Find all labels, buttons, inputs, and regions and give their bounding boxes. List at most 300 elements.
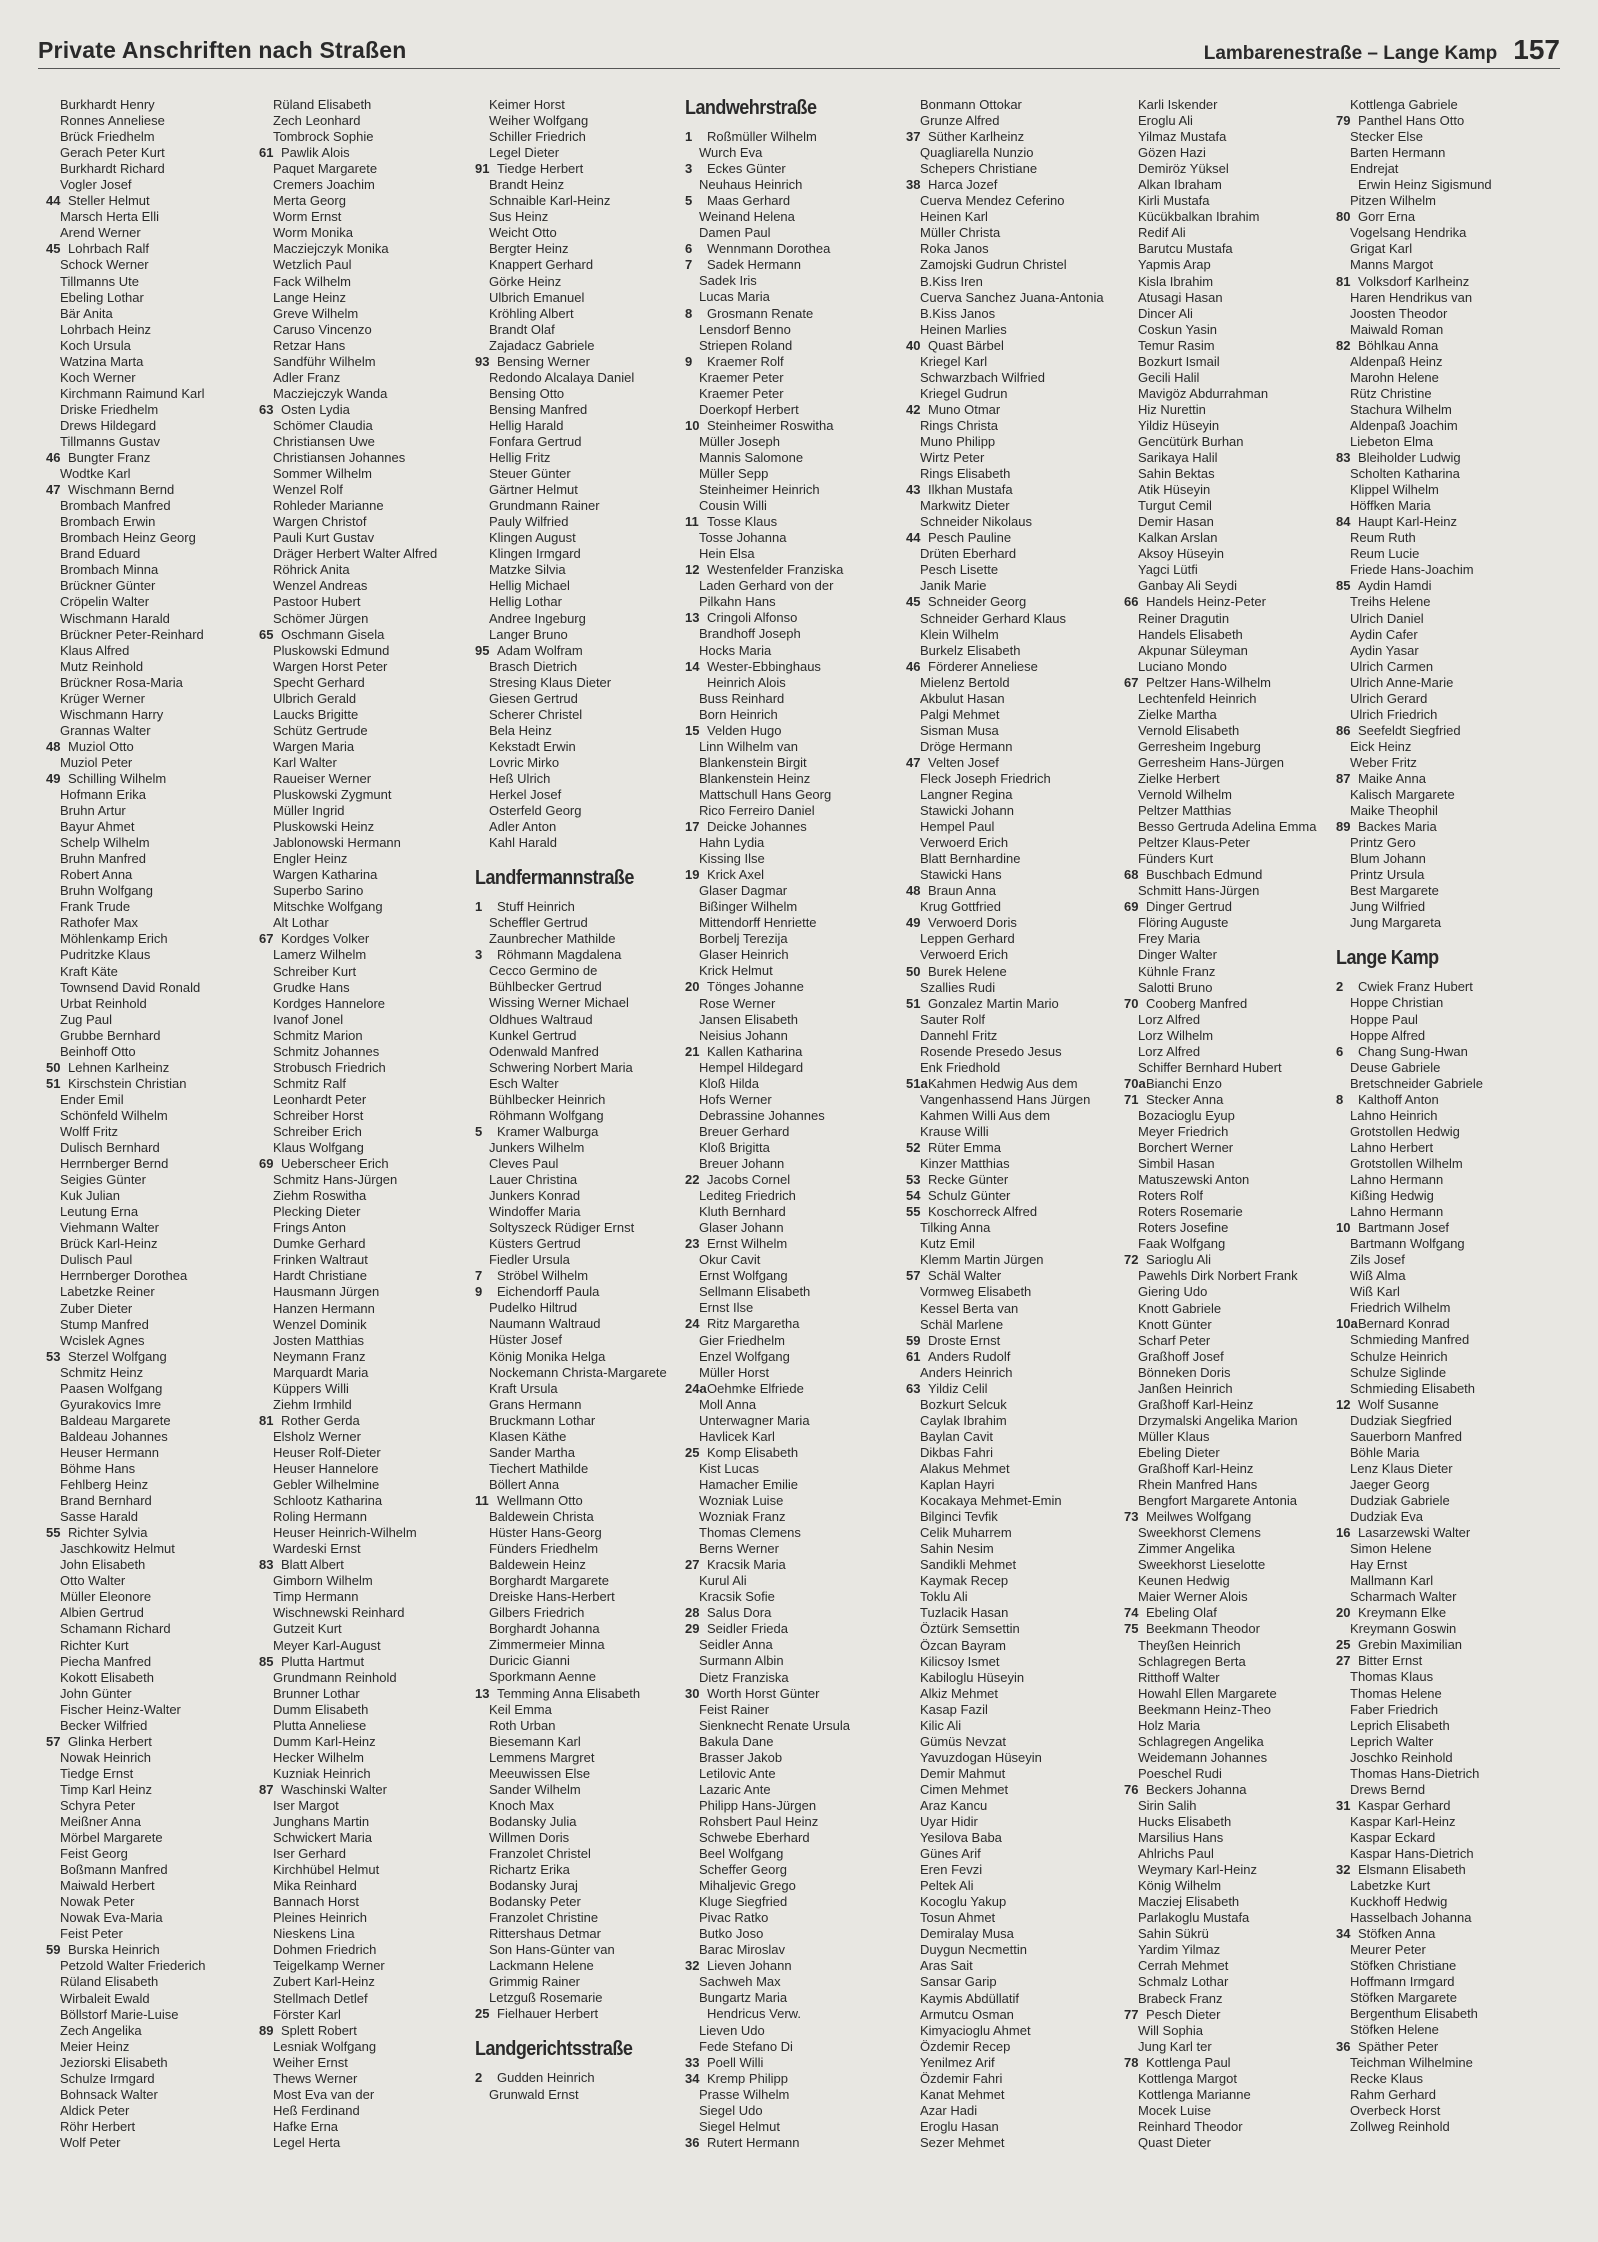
resident-name: Koch Ursula xyxy=(60,337,131,353)
resident-entry xyxy=(259,1878,471,1894)
resident-name: Giering Udo xyxy=(1138,1284,1208,1300)
resident-name: Baldewein Heinz xyxy=(489,1557,586,1573)
resident-entry xyxy=(1336,1750,1548,1766)
house-number: 32 xyxy=(685,1958,700,1974)
resident-entry xyxy=(1124,434,1336,450)
resident-name: Plutta Hartmut xyxy=(281,1653,365,1669)
resident-entry xyxy=(46,1381,258,1397)
resident-name: Bitter Ernst xyxy=(1358,1653,1423,1669)
resident-name: Schömer Jürgen xyxy=(273,610,369,626)
resident-entry xyxy=(46,1958,258,1974)
resident-name: Özcan Bayram xyxy=(920,1637,1006,1653)
house-number: 38 xyxy=(906,177,921,193)
resident-name: Kalkan Arslan xyxy=(1138,530,1218,546)
resident-entry xyxy=(259,1686,471,1702)
resident-name: Kilic Ali xyxy=(920,1717,962,1733)
resident-name: Unterwagner Maria xyxy=(699,1412,810,1428)
resident-entry xyxy=(906,1814,1118,1830)
resident-name: Maiwald Herbert xyxy=(60,1878,155,1894)
resident-name: Paquet Margarete xyxy=(273,161,378,177)
resident-name: Steller Helmut xyxy=(68,193,150,209)
resident-name: Rohsbert Paul Heinz xyxy=(699,1813,819,1829)
column-2 xyxy=(259,97,471,2151)
resident-entry xyxy=(1336,1268,1548,1284)
resident-entry xyxy=(46,755,258,771)
resident-entry xyxy=(1124,611,1336,627)
resident-name: Kunkel Gertrud xyxy=(489,1027,577,1043)
resident-name: Röhmann Magdalena xyxy=(497,947,622,963)
house-number: 82 xyxy=(1336,337,1351,353)
resident-entry xyxy=(46,482,258,498)
resident-entry xyxy=(1336,723,1548,739)
resident-entry xyxy=(906,883,1118,899)
resident-entry xyxy=(906,1333,1118,1349)
resident-name: Kinzer Matthias xyxy=(920,1156,1010,1172)
resident-name: Sarikaya Halil xyxy=(1138,450,1218,466)
resident-name: Lensdorf Benno xyxy=(699,321,791,337)
resident-name: Frings Anton xyxy=(273,1220,346,1236)
resident-entry xyxy=(1336,1236,1548,1252)
resident-name: Schepers Christiane xyxy=(920,161,1038,177)
resident-name: Schelp Wilhelm xyxy=(60,835,150,851)
resident-name: Schmitz Hans-Jürgen xyxy=(273,1172,398,1188)
resident-name: Most Eva van der xyxy=(273,2086,375,2102)
resident-entry xyxy=(46,1525,258,1541)
resident-name: Recke Günter xyxy=(928,1172,1009,1188)
resident-name: Schmieding Manfred xyxy=(1350,1332,1470,1348)
resident-name: Roters Rosemarie xyxy=(1138,1204,1243,1220)
resident-entry xyxy=(259,1028,471,1044)
resident-name: Bühlbecker Gertrud xyxy=(489,979,602,995)
resident-name: Rhein Manfred Hans xyxy=(1138,1477,1258,1493)
resident-entry xyxy=(259,418,471,434)
resident-entry xyxy=(685,273,897,289)
resident-name: Krug Gottfried xyxy=(920,899,1001,915)
resident-entry xyxy=(46,193,258,209)
resident-entry xyxy=(46,530,258,546)
resident-entry xyxy=(1336,450,1548,466)
house-number: 61 xyxy=(259,145,274,161)
resident-entry xyxy=(1124,418,1336,434)
resident-name: Ernst Ilse xyxy=(699,1300,754,1316)
resident-name: Strobusch Friedrich xyxy=(273,1059,386,1075)
house-number: 5 xyxy=(475,1123,483,1139)
resident-entry xyxy=(259,434,471,450)
house-number: 84 xyxy=(1336,514,1351,530)
resident-entry xyxy=(1336,1669,1548,1685)
resident-name: Karli Iskender xyxy=(1138,97,1218,112)
resident-name: Lauer Christina xyxy=(489,1172,578,1187)
resident-entry xyxy=(1124,1156,1336,1172)
resident-name: Kreymann Goswin xyxy=(1350,1621,1457,1637)
resident-name: Printz Ursula xyxy=(1350,867,1425,883)
resident-name: Kaymak Recep xyxy=(920,1573,1009,1589)
resident-entry xyxy=(685,1333,897,1349)
resident-entry xyxy=(475,995,687,1011)
resident-name: Langner Regina xyxy=(920,787,1013,803)
resident-name: Dikbas Fahri xyxy=(920,1444,993,1460)
resident-name: Gyurakovics Imre xyxy=(60,1396,162,1412)
resident-name: Kaspar Gerhard xyxy=(1358,1797,1451,1813)
house-number: 1 xyxy=(475,899,483,915)
resident-entry xyxy=(1124,1734,1336,1750)
house-number: 47 xyxy=(906,754,921,770)
resident-entry xyxy=(906,1846,1118,1862)
resident-entry xyxy=(259,1974,471,1990)
resident-name: Nowak Peter xyxy=(60,1894,135,1910)
resident-name: Baldewein Christa xyxy=(489,1508,594,1524)
resident-entry xyxy=(475,1044,687,1060)
resident-name: Dumm Elisabeth xyxy=(273,1701,369,1717)
resident-name: Förster Karl xyxy=(273,2006,341,2022)
resident-name: Rose Werner xyxy=(699,995,776,1011)
resident-entry xyxy=(46,1172,258,1188)
resident-entry xyxy=(259,225,471,241)
resident-entry xyxy=(1124,1060,1336,1076)
resident-entry xyxy=(1336,1461,1548,1477)
resident-entry xyxy=(906,1365,1118,1381)
resident-entry xyxy=(685,1814,897,1830)
resident-name: Lieven Udo xyxy=(699,2022,765,2038)
resident-entry xyxy=(1124,1782,1336,1798)
resident-name: Görke Heinz xyxy=(489,273,562,289)
resident-entry xyxy=(906,1028,1118,1044)
resident-entry xyxy=(685,450,897,466)
resident-name: Brand Bernhard xyxy=(60,1493,152,1509)
resident-entry xyxy=(475,1589,687,1605)
resident-name: Hamacher Emilie xyxy=(699,1476,798,1492)
resident-entry xyxy=(685,2023,897,2039)
resident-entry xyxy=(1124,322,1336,338)
resident-name: Merta Georg xyxy=(273,193,346,209)
resident-name: Biesemann Karl xyxy=(489,1733,581,1749)
resident-name: Schneider Georg xyxy=(928,594,1027,610)
resident-name: Bozkurt Selcuk xyxy=(920,1396,1007,1412)
resident-entry xyxy=(1124,1076,1336,1092)
resident-entry xyxy=(1336,1204,1548,1220)
resident-name: Schiffer Bernhard Hubert xyxy=(1138,1059,1282,1075)
resident-name: Koschorreck Alfred xyxy=(928,1204,1038,1220)
column-3 xyxy=(475,97,687,2103)
resident-name: Pitzen Wilhelm xyxy=(1350,193,1436,209)
resident-entry xyxy=(1124,2023,1336,2039)
resident-name: Bannach Horst xyxy=(273,1894,359,1910)
resident-name: Kühnle Franz xyxy=(1138,963,1216,979)
resident-entry xyxy=(685,739,897,755)
resident-entry xyxy=(1124,1140,1336,1156)
resident-name: Pesch Lisette xyxy=(920,562,999,578)
resident-name: Letzguß Rosemarie xyxy=(489,1990,603,2006)
resident-entry xyxy=(685,851,897,867)
resident-name: Tosse Johanna xyxy=(699,530,787,546)
resident-name: Ritz Margaretha xyxy=(707,1316,800,1332)
resident-entry xyxy=(259,1734,471,1750)
resident-entry xyxy=(685,963,897,979)
resident-entry xyxy=(685,193,897,209)
resident-entry xyxy=(1124,1862,1336,1878)
resident-name: Kaspar Hans-Dietrich xyxy=(1350,1845,1474,1861)
resident-name: Kordges Volker xyxy=(281,931,370,947)
resident-name: Kirli Mustafa xyxy=(1138,193,1210,209)
resident-name: Sezer Mehmet xyxy=(920,2134,1005,2150)
resident-name: Heß Ferdinand xyxy=(273,2102,360,2118)
house-number: 79 xyxy=(1336,113,1351,129)
resident-name: Dudziak Eva xyxy=(1350,1508,1423,1524)
resident-name: Komp Elisabeth xyxy=(707,1444,799,1460)
resident-name: Schulze Heinrich xyxy=(1350,1348,1448,1364)
resident-entry xyxy=(1124,1284,1336,1300)
resident-entry xyxy=(1336,1300,1548,1316)
resident-entry xyxy=(259,338,471,354)
resident-name: Dincer Ali xyxy=(1138,305,1193,321)
resident-entry xyxy=(1124,1670,1336,1686)
resident-entry xyxy=(46,1509,258,1525)
resident-entry xyxy=(906,675,1118,691)
resident-entry xyxy=(1336,1798,1548,1814)
house-number: 68 xyxy=(1124,867,1139,883)
resident-entry xyxy=(475,193,687,209)
house-number: 63 xyxy=(906,1380,921,1396)
resident-name: Eren Fevzi xyxy=(920,1862,983,1878)
resident-entry xyxy=(906,418,1118,434)
resident-name: Cimen Mehmet xyxy=(920,1781,1009,1797)
resident-entry xyxy=(1124,1509,1336,1525)
resident-entry xyxy=(1124,996,1336,1012)
resident-entry xyxy=(475,1702,687,1718)
resident-name: Driske Friedhelm xyxy=(60,401,159,417)
resident-entry xyxy=(475,1316,687,1332)
resident-entry xyxy=(46,498,258,514)
resident-entry xyxy=(259,354,471,370)
resident-name: Fack Wilhelm xyxy=(273,273,352,289)
resident-name: Pudelko Hiltrud xyxy=(489,1300,578,1316)
resident-name: Sasse Harald xyxy=(60,1509,139,1525)
resident-entry xyxy=(46,803,258,819)
resident-entry xyxy=(906,257,1118,273)
resident-entry xyxy=(475,1990,687,2006)
resident-entry xyxy=(1336,1958,1548,1974)
resident-entry xyxy=(906,787,1118,803)
resident-entry xyxy=(46,1926,258,1942)
resident-entry xyxy=(46,1702,258,1718)
resident-name: Hellig Lothar xyxy=(489,594,562,610)
resident-entry xyxy=(1124,691,1336,707)
resident-entry xyxy=(906,2039,1118,2055)
resident-entry xyxy=(906,1060,1118,1076)
resident-name: Atik Hüseyin xyxy=(1138,482,1211,498)
resident-entry xyxy=(1336,1637,1548,1653)
resident-name: Yildiz Celil xyxy=(928,1380,988,1396)
resident-entry xyxy=(1124,1365,1336,1381)
resident-name: Viehmann Walter xyxy=(60,1220,159,1236)
resident-name: Marohn Helene xyxy=(1350,369,1439,385)
resident-entry xyxy=(685,1958,897,1974)
resident-entry xyxy=(46,1718,258,1734)
resident-name: Böllstorf Marie-Luise xyxy=(60,2006,179,2022)
resident-entry xyxy=(259,1413,471,1429)
resident-name: Schreiber Horst xyxy=(273,1107,364,1123)
resident-entry xyxy=(906,290,1118,306)
resident-name: Leprich Walter xyxy=(1350,1733,1434,1749)
resident-name: Christiansen Johannes xyxy=(273,450,406,466)
resident-name: Caruso Vincenzo xyxy=(273,321,372,337)
resident-name: Plutta Anneliese xyxy=(273,1717,367,1733)
resident-name: Lemmens Margret xyxy=(489,1749,595,1765)
resident-name: Weymary Karl-Heinz xyxy=(1138,1862,1257,1878)
resident-name: Rosende Presedo Jesus xyxy=(920,1043,1062,1059)
house-number: 65 xyxy=(259,626,274,642)
resident-entry xyxy=(1124,1445,1336,1461)
resident-entry xyxy=(685,1044,897,1060)
resident-entry xyxy=(259,2007,471,2023)
resident-name: Kaymis Abdüllatif xyxy=(920,1990,1019,2006)
resident-name: Aydin Cafer xyxy=(1350,626,1418,642)
resident-name: Pesch Pauline xyxy=(928,530,1012,546)
resident-entry xyxy=(906,1220,1118,1236)
resident-name: Hellig Michael xyxy=(489,578,570,594)
resident-entry xyxy=(475,113,687,129)
resident-entry xyxy=(475,691,687,707)
resident-entry xyxy=(475,899,687,915)
house-number: 6 xyxy=(685,241,693,257)
resident-entry xyxy=(475,1012,687,1028)
resident-entry xyxy=(46,1750,258,1766)
running-range xyxy=(1204,34,1560,66)
resident-name: Joschko Reinhold xyxy=(1350,1749,1453,1765)
resident-name: Stump Manfred xyxy=(60,1316,149,1332)
resident-name: Roth Urban xyxy=(489,1717,556,1733)
resident-name: Mihaljevic Grego xyxy=(699,1878,796,1894)
resident-name: Dumm Karl-Heinz xyxy=(273,1733,376,1749)
resident-entry xyxy=(46,466,258,482)
resident-entry xyxy=(259,931,471,947)
resident-entry xyxy=(906,2055,1118,2071)
resident-entry xyxy=(1336,578,1548,594)
resident-entry xyxy=(1336,241,1548,257)
resident-entry xyxy=(685,322,897,338)
resident-entry xyxy=(1336,1525,1548,1541)
resident-name: Stöfken Margarete xyxy=(1350,1990,1457,2006)
resident-name: John Günter xyxy=(60,1685,132,1701)
resident-entry xyxy=(685,1060,897,1076)
resident-entry xyxy=(259,129,471,145)
house-number: 30 xyxy=(685,1685,700,1701)
resident-entry xyxy=(906,1718,1118,1734)
resident-name: Roka Janos xyxy=(920,241,989,257)
resident-name: Meier Heinz xyxy=(60,2038,130,2054)
resident-entry xyxy=(259,2103,471,2119)
resident-name: Parlakoglu Mustafa xyxy=(1138,1910,1250,1926)
resident-entry xyxy=(475,835,687,851)
resident-entry xyxy=(46,386,258,402)
resident-name: Meurer Peter xyxy=(1350,1942,1426,1958)
column-5 xyxy=(906,97,1118,2151)
resident-name: Damen Paul xyxy=(699,225,771,241)
resident-entry xyxy=(259,466,471,482)
resident-name: Brombach Erwin xyxy=(60,514,156,530)
resident-name: Sweekhorst Clemens xyxy=(1138,1525,1261,1541)
resident-entry xyxy=(46,1461,258,1477)
resident-entry xyxy=(259,562,471,578)
resident-entry xyxy=(475,402,687,418)
resident-entry xyxy=(1124,771,1336,787)
resident-name: Sahin Sükrü xyxy=(1138,1926,1209,1942)
resident-entry xyxy=(259,1638,471,1654)
resident-entry xyxy=(259,1718,471,1734)
resident-name: Zamojski Gudrun Christel xyxy=(920,257,1067,273)
resident-entry xyxy=(259,1654,471,1670)
resident-entry xyxy=(906,739,1118,755)
resident-name: Kremp Philipp xyxy=(707,2070,788,2086)
resident-name: Brandhoff Joseph xyxy=(699,626,801,642)
resident-name: Fiedler Ursula xyxy=(489,1252,570,1268)
resident-entry xyxy=(1336,1044,1548,1060)
resident-entry xyxy=(1124,723,1336,739)
resident-entry xyxy=(1336,1926,1548,1942)
resident-name: Müller Christa xyxy=(920,225,1001,241)
house-number: 87 xyxy=(259,1781,274,1797)
resident-name: Reinhard Theodor xyxy=(1138,2118,1243,2134)
resident-entry xyxy=(1336,1621,1548,1637)
resident-entry xyxy=(46,2087,258,2103)
resident-entry xyxy=(475,787,687,803)
resident-name: Temming Anna Elisabeth xyxy=(497,1685,641,1701)
resident-entry xyxy=(1336,1782,1548,1798)
resident-name: Kuzniak Heinrich xyxy=(273,1765,371,1781)
resident-name: Breuer Johann xyxy=(699,1156,785,1171)
resident-entry xyxy=(1124,2119,1336,2135)
resident-name: Glaser Heinrich xyxy=(699,947,789,963)
resident-name: Havlicek Karl xyxy=(699,1428,775,1444)
resident-name: Holz Maria xyxy=(1138,1717,1201,1733)
resident-name: Dinger Gertrud xyxy=(1146,899,1232,915)
resident-name: Krüger Werner xyxy=(60,690,146,706)
resident-name: Sommer Wilhelm xyxy=(273,466,372,482)
resident-name: Oehmke Elfriede xyxy=(707,1380,804,1396)
resident-entry xyxy=(46,1333,258,1349)
resident-name: Bohnsack Walter xyxy=(60,2086,158,2102)
resident-entry xyxy=(46,1156,258,1172)
house-number: 71 xyxy=(1124,1091,1139,1107)
resident-entry xyxy=(1124,2135,1336,2151)
resident-entry xyxy=(259,1172,471,1188)
resident-entry xyxy=(46,1108,258,1124)
resident-entry xyxy=(259,274,471,290)
resident-name: Bruhn Wolfgang xyxy=(60,883,153,899)
resident-entry xyxy=(1336,1509,1548,1525)
resident-entry xyxy=(906,1830,1118,1846)
resident-name: Verwoerd Erich xyxy=(920,835,1009,851)
resident-entry xyxy=(259,530,471,546)
resident-name: Maas Gerhard xyxy=(707,193,791,209)
resident-entry xyxy=(685,899,897,915)
resident-entry xyxy=(906,2119,1118,2135)
resident-name: Sauerborn Manfred xyxy=(1350,1428,1463,1444)
resident-name: Ulrich Daniel xyxy=(1350,610,1424,626)
resident-entry xyxy=(259,1156,471,1172)
resident-entry xyxy=(46,2039,258,2055)
resident-name: Fünders Kurt xyxy=(1138,851,1214,867)
resident-entry xyxy=(1124,562,1336,578)
resident-entry xyxy=(475,1782,687,1798)
resident-entry xyxy=(1336,979,1548,995)
resident-name: Thomas Hans-Dietrich xyxy=(1350,1765,1480,1781)
resident-name: Pauly Wilfried xyxy=(489,514,569,530)
resident-entry xyxy=(906,2103,1118,2119)
resident-entry xyxy=(475,1236,687,1252)
resident-name: Harca Jozef xyxy=(928,177,998,193)
resident-entry xyxy=(475,1300,687,1316)
